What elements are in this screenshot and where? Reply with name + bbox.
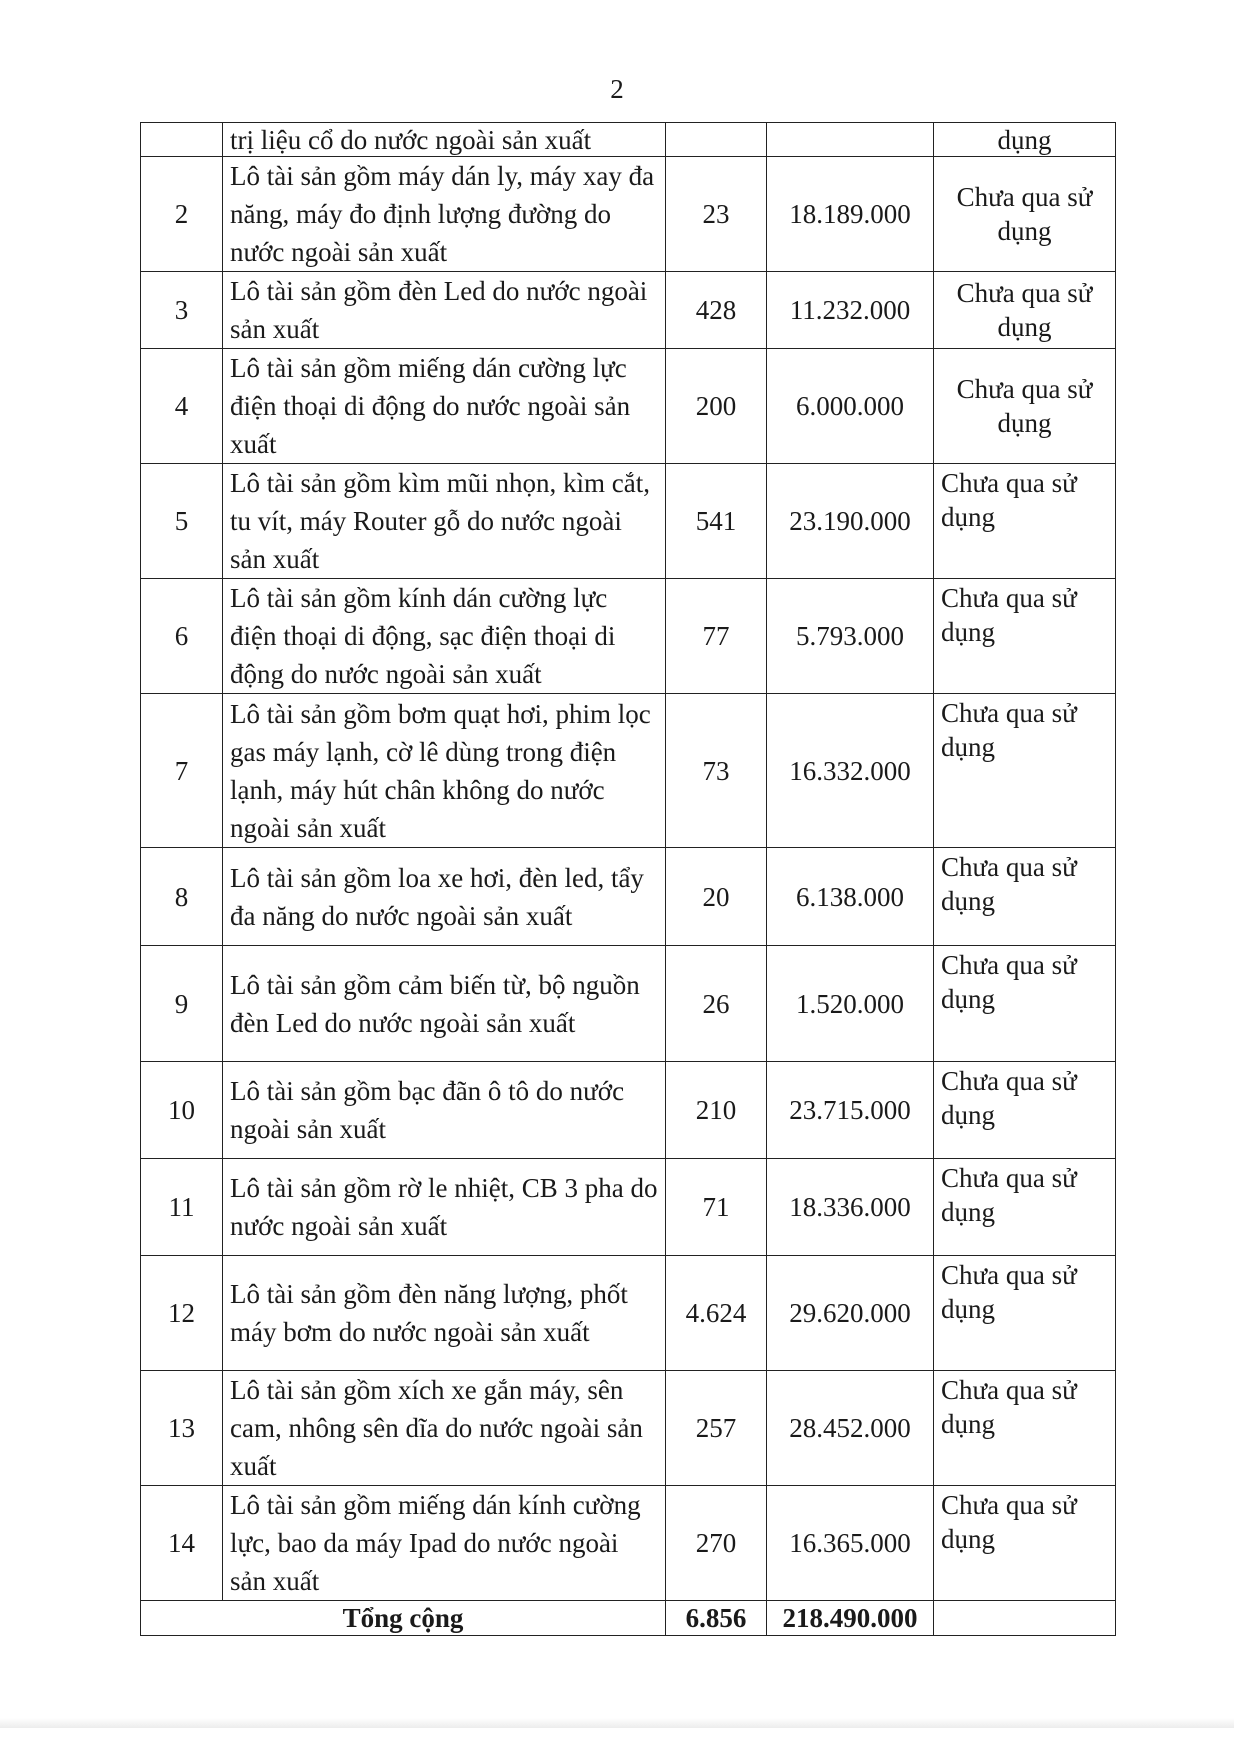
- row-note: Chưa qua sử dụng: [934, 946, 1116, 1062]
- row-number: 2: [141, 157, 223, 272]
- row-value: 1.520.000: [767, 946, 934, 1062]
- row-value: 6.000.000: [767, 349, 934, 464]
- row-quantity: 71: [666, 1159, 767, 1256]
- table-row: [141, 694, 1116, 848]
- row-quantity: 270: [666, 1486, 767, 1601]
- row-value: 23.190.000: [767, 464, 934, 579]
- row-number: 13: [141, 1371, 223, 1486]
- continuation-quantity-cell: [666, 123, 767, 157]
- row-quantity: 541: [666, 464, 767, 579]
- row-note: Chưa qua sử dụng: [934, 579, 1116, 694]
- total-value: 218.490.000: [767, 1601, 934, 1636]
- row-description: Lô tài sản gồm miếng dán cường lực điện thoại di động do nước ngoài sản xuất: [223, 349, 666, 464]
- row-note: Chưa qua sử dụng: [934, 157, 1116, 272]
- row-note: Chưa qua sử dụng: [934, 694, 1116, 848]
- row-note: Chưa qua sử dụng: [934, 848, 1116, 946]
- row-value: 18.336.000: [767, 1159, 934, 1256]
- row-note: Chưa qua sử dụng: [934, 464, 1116, 579]
- table-row: [141, 1256, 1116, 1371]
- row-description: Lô tài sản gồm loa xe hơi, đèn led, tẩy đa năng do nước ngoài sản xuất: [223, 848, 666, 946]
- row-description: Lô tài sản gồm đèn năng lượng, phốt máy bơm do nước ngoài sản xuất: [223, 1256, 666, 1371]
- table-row: [141, 272, 1116, 349]
- row-description: Lô tài sản gồm xích xe gắn máy, sên cam, nhông sên dĩa do nước ngoài sản xuất: [223, 1371, 666, 1486]
- row-note: Chưa qua sử dụng: [934, 349, 1116, 464]
- row-description: Lô tài sản gồm bơm quạt hơi, phim lọc gas máy lạnh, cờ lê dùng trong điện lạnh, máy hút chân không do nước ngoài sản xuất: [223, 694, 666, 848]
- row-number: 8: [141, 848, 223, 946]
- continuation-row: [141, 123, 1116, 157]
- scan-edge: [0, 1718, 1234, 1728]
- table-row: [141, 1159, 1116, 1256]
- row-value: 5.793.000: [767, 579, 934, 694]
- row-number: 7: [141, 694, 223, 848]
- table-row: [141, 349, 1116, 464]
- row-value: 16.365.000: [767, 1486, 934, 1601]
- row-description: Lô tài sản gồm kính dán cường lực điện thoại di động, sạc điện thoại di động do nước ngoài sản xuất: [223, 579, 666, 694]
- row-number: 6: [141, 579, 223, 694]
- row-quantity: 77: [666, 579, 767, 694]
- total-row: [141, 1601, 1116, 1636]
- row-note: Chưa qua sử dụng: [934, 1371, 1116, 1486]
- row-quantity: 4.624: [666, 1256, 767, 1371]
- row-number: 10: [141, 1062, 223, 1159]
- table-row: [141, 1371, 1116, 1486]
- total-label: Tổng cộng: [141, 1601, 666, 1636]
- table-row: [141, 1062, 1116, 1159]
- row-quantity: 23: [666, 157, 767, 272]
- row-note: Chưa qua sử dụng: [934, 1062, 1116, 1159]
- continuation-note: dụng: [997, 124, 1052, 155]
- continuation-description-cell: [223, 123, 666, 157]
- row-quantity: 210: [666, 1062, 767, 1159]
- row-value: 16.332.000: [767, 694, 934, 848]
- row-value: 18.189.000: [767, 157, 934, 272]
- page-number: 2: [610, 74, 624, 104]
- row-note: Chưa qua sử dụng: [934, 1256, 1116, 1371]
- row-number: 14: [141, 1486, 223, 1601]
- row-description: Lô tài sản gồm máy dán ly, máy xay đa năng, máy đo định lượng đường do nước ngoài sản xuất: [223, 157, 666, 272]
- row-quantity: 200: [666, 349, 767, 464]
- row-description: Lô tài sản gồm rờ le nhiệt, CB 3 pha do nước ngoài sản xuất: [223, 1159, 666, 1256]
- row-quantity: 257: [666, 1371, 767, 1486]
- continuation-stt-cell: [141, 123, 223, 157]
- row-quantity: 73: [666, 694, 767, 848]
- row-description: Lô tài sản gồm cảm biến từ, bộ nguồn đèn Led do nước ngoài sản xuất: [223, 946, 666, 1062]
- row-value: 6.138.000: [767, 848, 934, 946]
- row-value: 28.452.000: [767, 1371, 934, 1486]
- table-row: [141, 157, 1116, 272]
- row-value: 11.232.000: [767, 272, 934, 349]
- row-description: Lô tài sản gồm kìm mũi nhọn, kìm cắt, tu vít, máy Router gỗ do nước ngoài sản xuất: [223, 464, 666, 579]
- asset-table-body: [141, 123, 1116, 1636]
- continuation-value-cell: [767, 123, 934, 157]
- continuation-note-cell: [934, 123, 1116, 157]
- row-quantity: 428: [666, 272, 767, 349]
- table-row: [141, 579, 1116, 694]
- row-number: 5: [141, 464, 223, 579]
- row-quantity: 20: [666, 848, 767, 946]
- row-description: Lô tài sản gồm bạc đãn ô tô do nước ngoài sản xuất: [223, 1062, 666, 1159]
- table-row: [141, 946, 1116, 1062]
- row-note: Chưa qua sử dụng: [934, 272, 1116, 349]
- row-number: 12: [141, 1256, 223, 1371]
- row-note: Chưa qua sử dụng: [934, 1159, 1116, 1256]
- total-note-cell: [934, 1601, 1116, 1636]
- row-value: 29.620.000: [767, 1256, 934, 1371]
- row-note: Chưa qua sử dụng: [934, 1486, 1116, 1601]
- row-number: 9: [141, 946, 223, 1062]
- row-number: 3: [141, 272, 223, 349]
- row-description: Lô tài sản gồm đèn Led do nước ngoài sản xuất: [223, 272, 666, 349]
- row-quantity: 26: [666, 946, 767, 1062]
- row-description: Lô tài sản gồm miếng dán kính cường lực, bao da máy Ipad do nước ngoài sản xuất: [223, 1486, 666, 1601]
- row-number: 4: [141, 349, 223, 464]
- table-row: [141, 848, 1116, 946]
- total-quantity: 6.856: [666, 1601, 767, 1636]
- table-row: [141, 464, 1116, 579]
- asset-table: [140, 122, 1116, 1636]
- row-value: 23.715.000: [767, 1062, 934, 1159]
- row-number: 11: [141, 1159, 223, 1256]
- table-row: [141, 1486, 1116, 1601]
- continuation-description: trị liệu cổ do nước ngoài sản xuất: [230, 124, 592, 155]
